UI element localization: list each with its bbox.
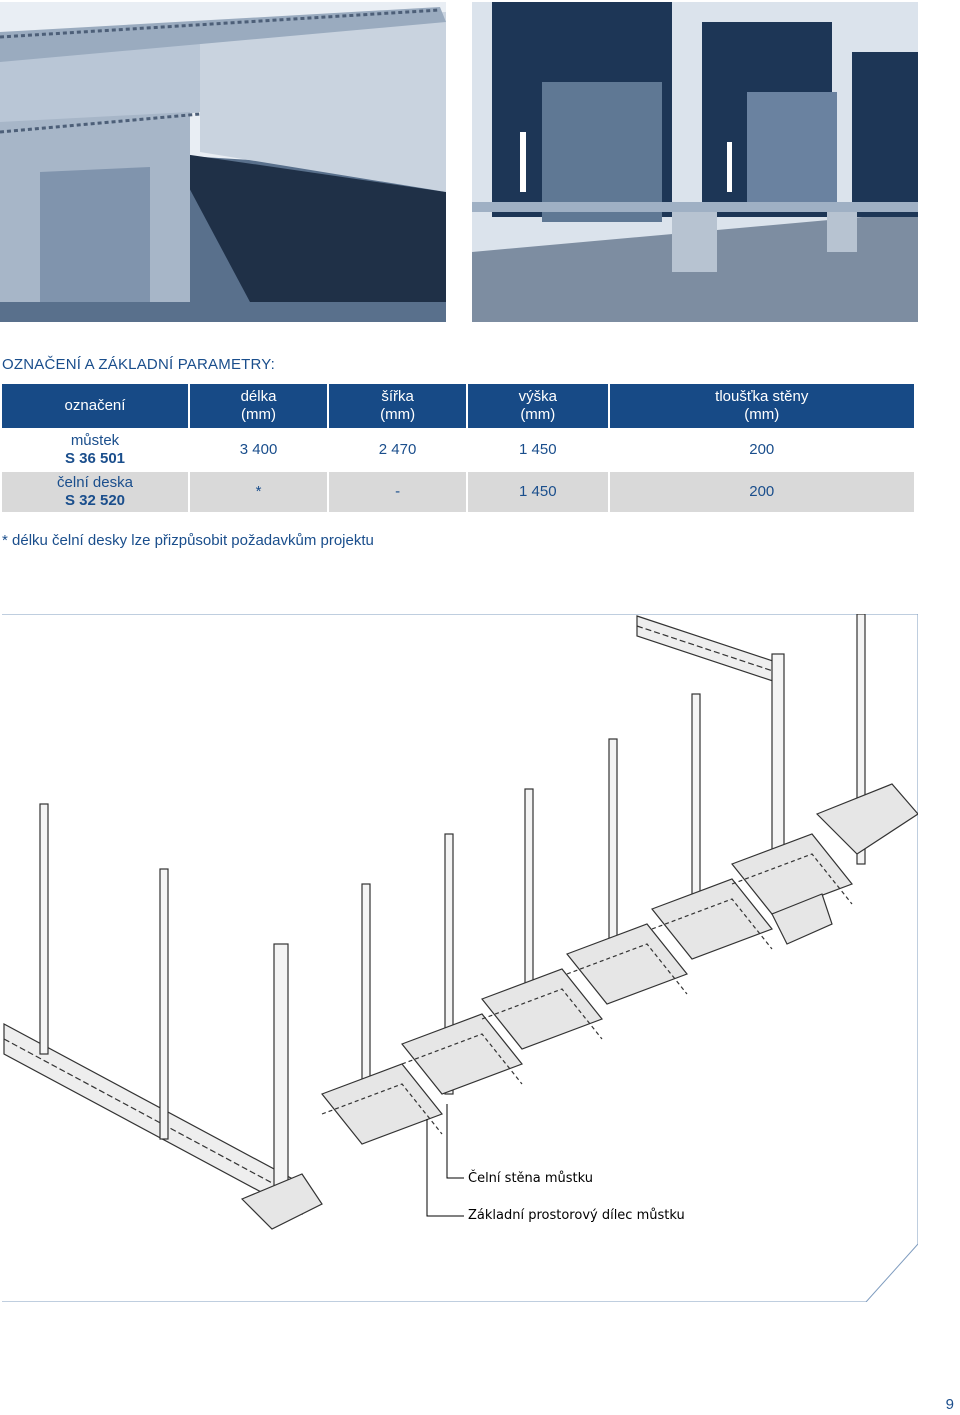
column-header-width: šířka (mm) [329,384,466,428]
table-header-row [2,384,914,428]
table-cell: 2 470 [329,430,466,470]
table-cell: 200 [610,430,914,470]
section-heading: OZNAČENÍ A ZÁKLADNÍ PARAMETRY: [2,356,276,373]
column-header-designation: označení [2,384,188,428]
table-cell: * [190,472,327,512]
table-cell: 1 450 [468,430,607,470]
footnote: * délku čelní desky lze přizpůsobit požadavkům projektu [2,532,374,549]
table-cell-designation: čelní deska S 32 520 [2,472,188,512]
table-cell: 3 400 [190,430,327,470]
table-cell: 1 450 [468,472,607,512]
table-cell: 200 [610,472,914,512]
parameters-table [0,382,916,514]
table-cell: - [329,472,466,512]
page-number: 9 [945,1396,954,1413]
photo-loading-dock-doors [472,2,918,322]
table-cell-designation: můstek S 36 501 [2,430,188,470]
column-header-length: délka (mm) [190,384,327,428]
column-header-height: výška (mm) [468,384,607,428]
table-row [2,430,914,470]
callout-base-module: Základní prostorový dílec můstku [468,1208,685,1223]
table-row [2,472,914,512]
callout-front-wall: Čelní stěna můstku [468,1171,594,1186]
column-header-wall-thickness: tloušťka stěny (mm) [610,384,914,428]
photo-concrete-bridge-modules [0,2,446,322]
isometric-bridge-drawing [2,614,918,1302]
